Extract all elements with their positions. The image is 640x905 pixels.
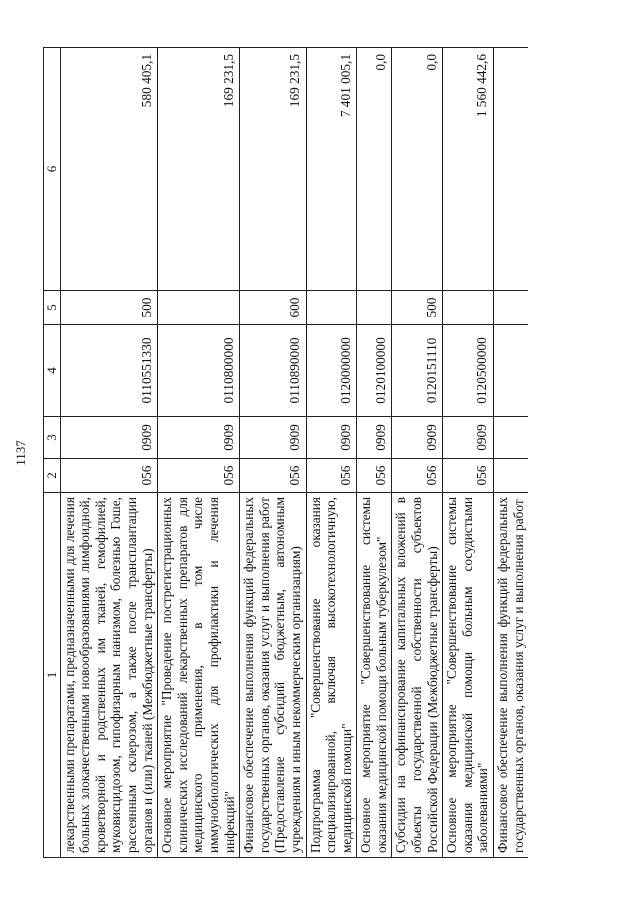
- amount: 1 560 442,6: [443, 48, 494, 291]
- section-code: 0909: [357, 417, 392, 459]
- ministry-code: [494, 459, 529, 493]
- section-code: [494, 417, 529, 459]
- expense-type-code: [158, 291, 240, 325]
- amount: 7 401 005,1: [306, 48, 357, 291]
- row-name: Основное мероприятие "Совершенствование системы оказания медицинской помощи больным туберкулезом": [357, 493, 392, 858]
- table-row: [357, 48, 392, 858]
- expense-type-code: 500: [392, 291, 443, 325]
- table-row: [60, 48, 158, 858]
- expense-type-code: [357, 291, 392, 325]
- row-name: Субсидии на софинансирование капитальных вложений в объекты государственной собственности субъектов Российской Федерации (Межбюджетные трансферты): [392, 493, 443, 858]
- table-row: [494, 48, 529, 858]
- budget-table-rotated: [43, 48, 603, 858]
- col-header-1: 1: [44, 493, 61, 858]
- target-article-code: [494, 325, 529, 417]
- ministry-code: 056: [392, 459, 443, 493]
- ministry-code: 056: [306, 459, 357, 493]
- section-code: 0909: [443, 417, 494, 459]
- target-article-code: 0110551330: [60, 325, 158, 417]
- amount: 169 231,5: [158, 48, 240, 291]
- expense-type-code: [443, 291, 494, 325]
- ministry-code: 056: [60, 459, 158, 493]
- row-name: Подпрограмма "Совершенствование оказания специализированной, включая высокотехнологичную, медицинской помощи": [306, 493, 357, 858]
- row-name: лекарственными препаратами, предназначенными для лечения больных злокачественными новообразованиями лимфоидной, кроветворной и родственных им тканей, гемофилией, муковисцидозом, гипофизарным нанизмом, болезнью Гоше, рассеянным склерозом, а также после трансплантации органов и (или) тканей (Межбюджетные трансферты): [60, 493, 158, 858]
- expense-type-code: 500: [60, 291, 158, 325]
- table-row: [443, 48, 494, 858]
- section-code: 0909: [240, 417, 306, 459]
- table-row: [158, 48, 240, 858]
- row-name: Финансовое обеспечение выполнения функций федеральных государственных органов, оказания услуг и выполнения работ (Предоставление субсидий бюджетным, автономным учреждениям и иным некоммерческим организациям): [240, 493, 306, 858]
- expense-type-code: 600: [240, 291, 306, 325]
- table-row: [240, 48, 306, 858]
- col-header-2: 2: [44, 459, 61, 493]
- ministry-code: 056: [240, 459, 306, 493]
- row-name: Основное мероприятие "Проведение пострегистрационных клинических исследований лекарственных препаратов для медицинского применения, в том числе иммунобиологических для профилактики и лечения инфекций": [158, 493, 240, 858]
- col-header-3: 3: [44, 417, 61, 459]
- amount: 0,0: [392, 48, 443, 291]
- target-article-code: 0110890000: [240, 325, 306, 417]
- table-body: [60, 48, 528, 858]
- section-code: 0909: [60, 417, 158, 459]
- col-header-5: 5: [44, 291, 61, 325]
- ministry-code: 056: [443, 459, 494, 493]
- row-name: Финансовое обеспечение выполнения функций федеральных государственных органов, оказания услуг и выполнения работ: [494, 493, 529, 858]
- table-row: [392, 48, 443, 858]
- table-row: [306, 48, 357, 858]
- amount: 169 231,5: [240, 48, 306, 291]
- target-article-code: 0120100000: [357, 325, 392, 417]
- amount: [494, 48, 529, 291]
- expense-type-code: [306, 291, 357, 325]
- section-code: 0909: [392, 417, 443, 459]
- amount: 0,0: [357, 48, 392, 291]
- col-header-4: 4: [44, 325, 61, 417]
- col-header-6: 6: [44, 48, 61, 291]
- target-article-code: 0120151110: [392, 325, 443, 417]
- budget-table: [43, 47, 528, 858]
- target-article-code: 0110800000: [158, 325, 240, 417]
- amount: 580 405,1: [60, 48, 158, 291]
- expense-type-code: [494, 291, 529, 325]
- target-article-code: 0120500000: [443, 325, 494, 417]
- page-number: 1137: [13, 440, 28, 466]
- header-row: [44, 48, 61, 858]
- target-article-code: 0120000000: [306, 325, 357, 417]
- section-code: 0909: [158, 417, 240, 459]
- ministry-code: 056: [158, 459, 240, 493]
- ministry-code: 056: [357, 459, 392, 493]
- section-code: 0909: [306, 417, 357, 459]
- row-name: Основное мероприятие "Совершенствование системы оказания медицинской помощи больным сосудистыми заболеваниями": [443, 493, 494, 858]
